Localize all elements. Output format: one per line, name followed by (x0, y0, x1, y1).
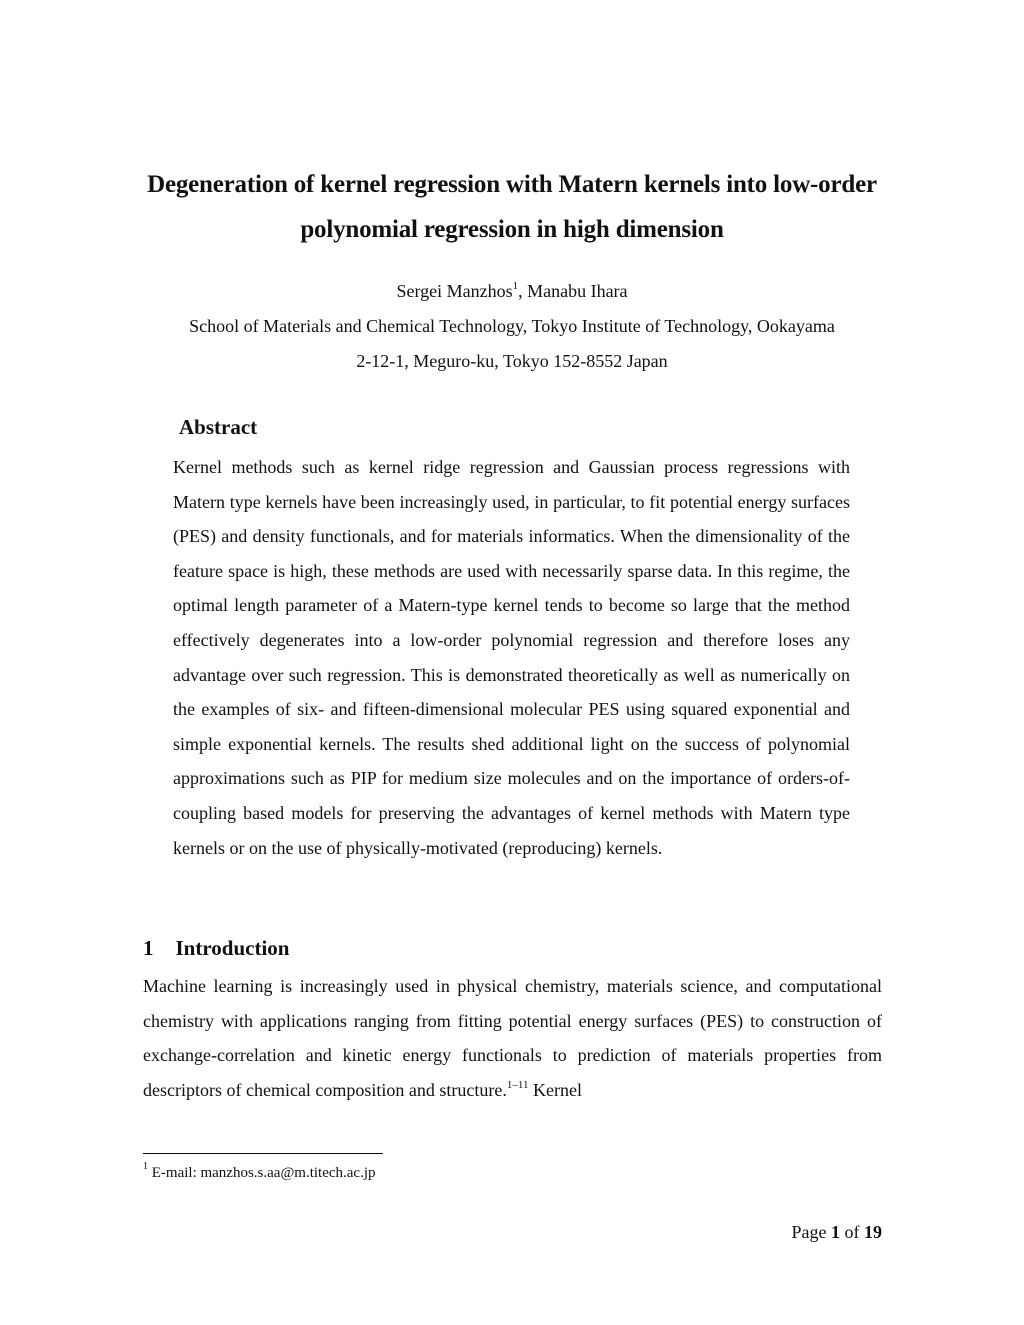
author-1: Sergei Manzhos (396, 281, 513, 301)
section-number: 1 (143, 936, 154, 960)
introduction-text (143, 969, 882, 1107)
footnote-rule (143, 1153, 383, 1154)
introduction-sentence: Machine learning is increasingly used in physical chemistry, materials science, and computational chemistry with applications ranging from fitting potential energy surfaces (PES) to construction of exchange-correlation and kinetic energy functionals to prediction of materials properties from descriptors of chemical composition and structure. (143, 976, 882, 1100)
author-separator: , (518, 281, 528, 301)
introduction-paragraph (143, 976, 882, 1100)
section-title: Introduction (175, 936, 290, 960)
footnote-mark: 1 (143, 1161, 148, 1172)
abstract-heading: Abstract (179, 415, 258, 439)
abstract-text: Kernel methods such as kernel ridge regression and Gaussian process regressions with Matern type kernels have been increasingly used, in particular, to fit potential energy surfaces (PES) and density functionals, and for materials informatics. When the dimensionality of the feature space is high, these methods are used with necessarily sparse data. In this regime, the optimal length parameter of a Matern-type kernel tends to become so large that the method effectively degenerates into a low-order polynomial regression and therefore loses any advantage over such regression. This is demonstrated theoretically as well as numerically on the examples of six- and fifteen-dimensional molecular PES using squared exponential and simple exponential kernels. The results shed additional light on the success of polynomial approximations such as PIP for medium size molecules and on the importance of orders-of-coupling based models for preserving the advantages of kernel methods with Matern type kernels or on the use of physically-motivated (reproducing) kernels. (173, 457, 850, 858)
footnote-email: E-mail: manzhos.s.aa@m.titech.ac.jp (151, 1165, 376, 1181)
paper-title (0, 162, 1024, 252)
title-line-2: polynomial regression in high dimension (300, 216, 724, 243)
page-total: 19 (864, 1222, 882, 1242)
author-2: Manabu Ihara (527, 281, 628, 301)
citation-range: 1–11 (506, 1078, 529, 1091)
introduction-heading (143, 935, 289, 961)
affiliation-line-2: 2-12-1, Meguro-ku, Tokyo 152-8552 Japan (356, 351, 668, 371)
author-1-footnote-mark: 1 (512, 280, 519, 292)
page-number (792, 1221, 883, 1243)
affiliation-line-1: School of Materials and Chemical Technology, Tokyo Institute of Technology, Ookayama (189, 316, 835, 336)
page-prefix: Page (791, 1222, 827, 1242)
title-line-1: Degeneration of kernel regression with Matern kernels into low-order (147, 171, 877, 198)
footnote (143, 1163, 376, 1183)
author-line (0, 280, 1024, 302)
page-current: 1 (831, 1222, 840, 1242)
page-of: of (844, 1222, 860, 1242)
continuation-word: Kernel (533, 1079, 582, 1100)
